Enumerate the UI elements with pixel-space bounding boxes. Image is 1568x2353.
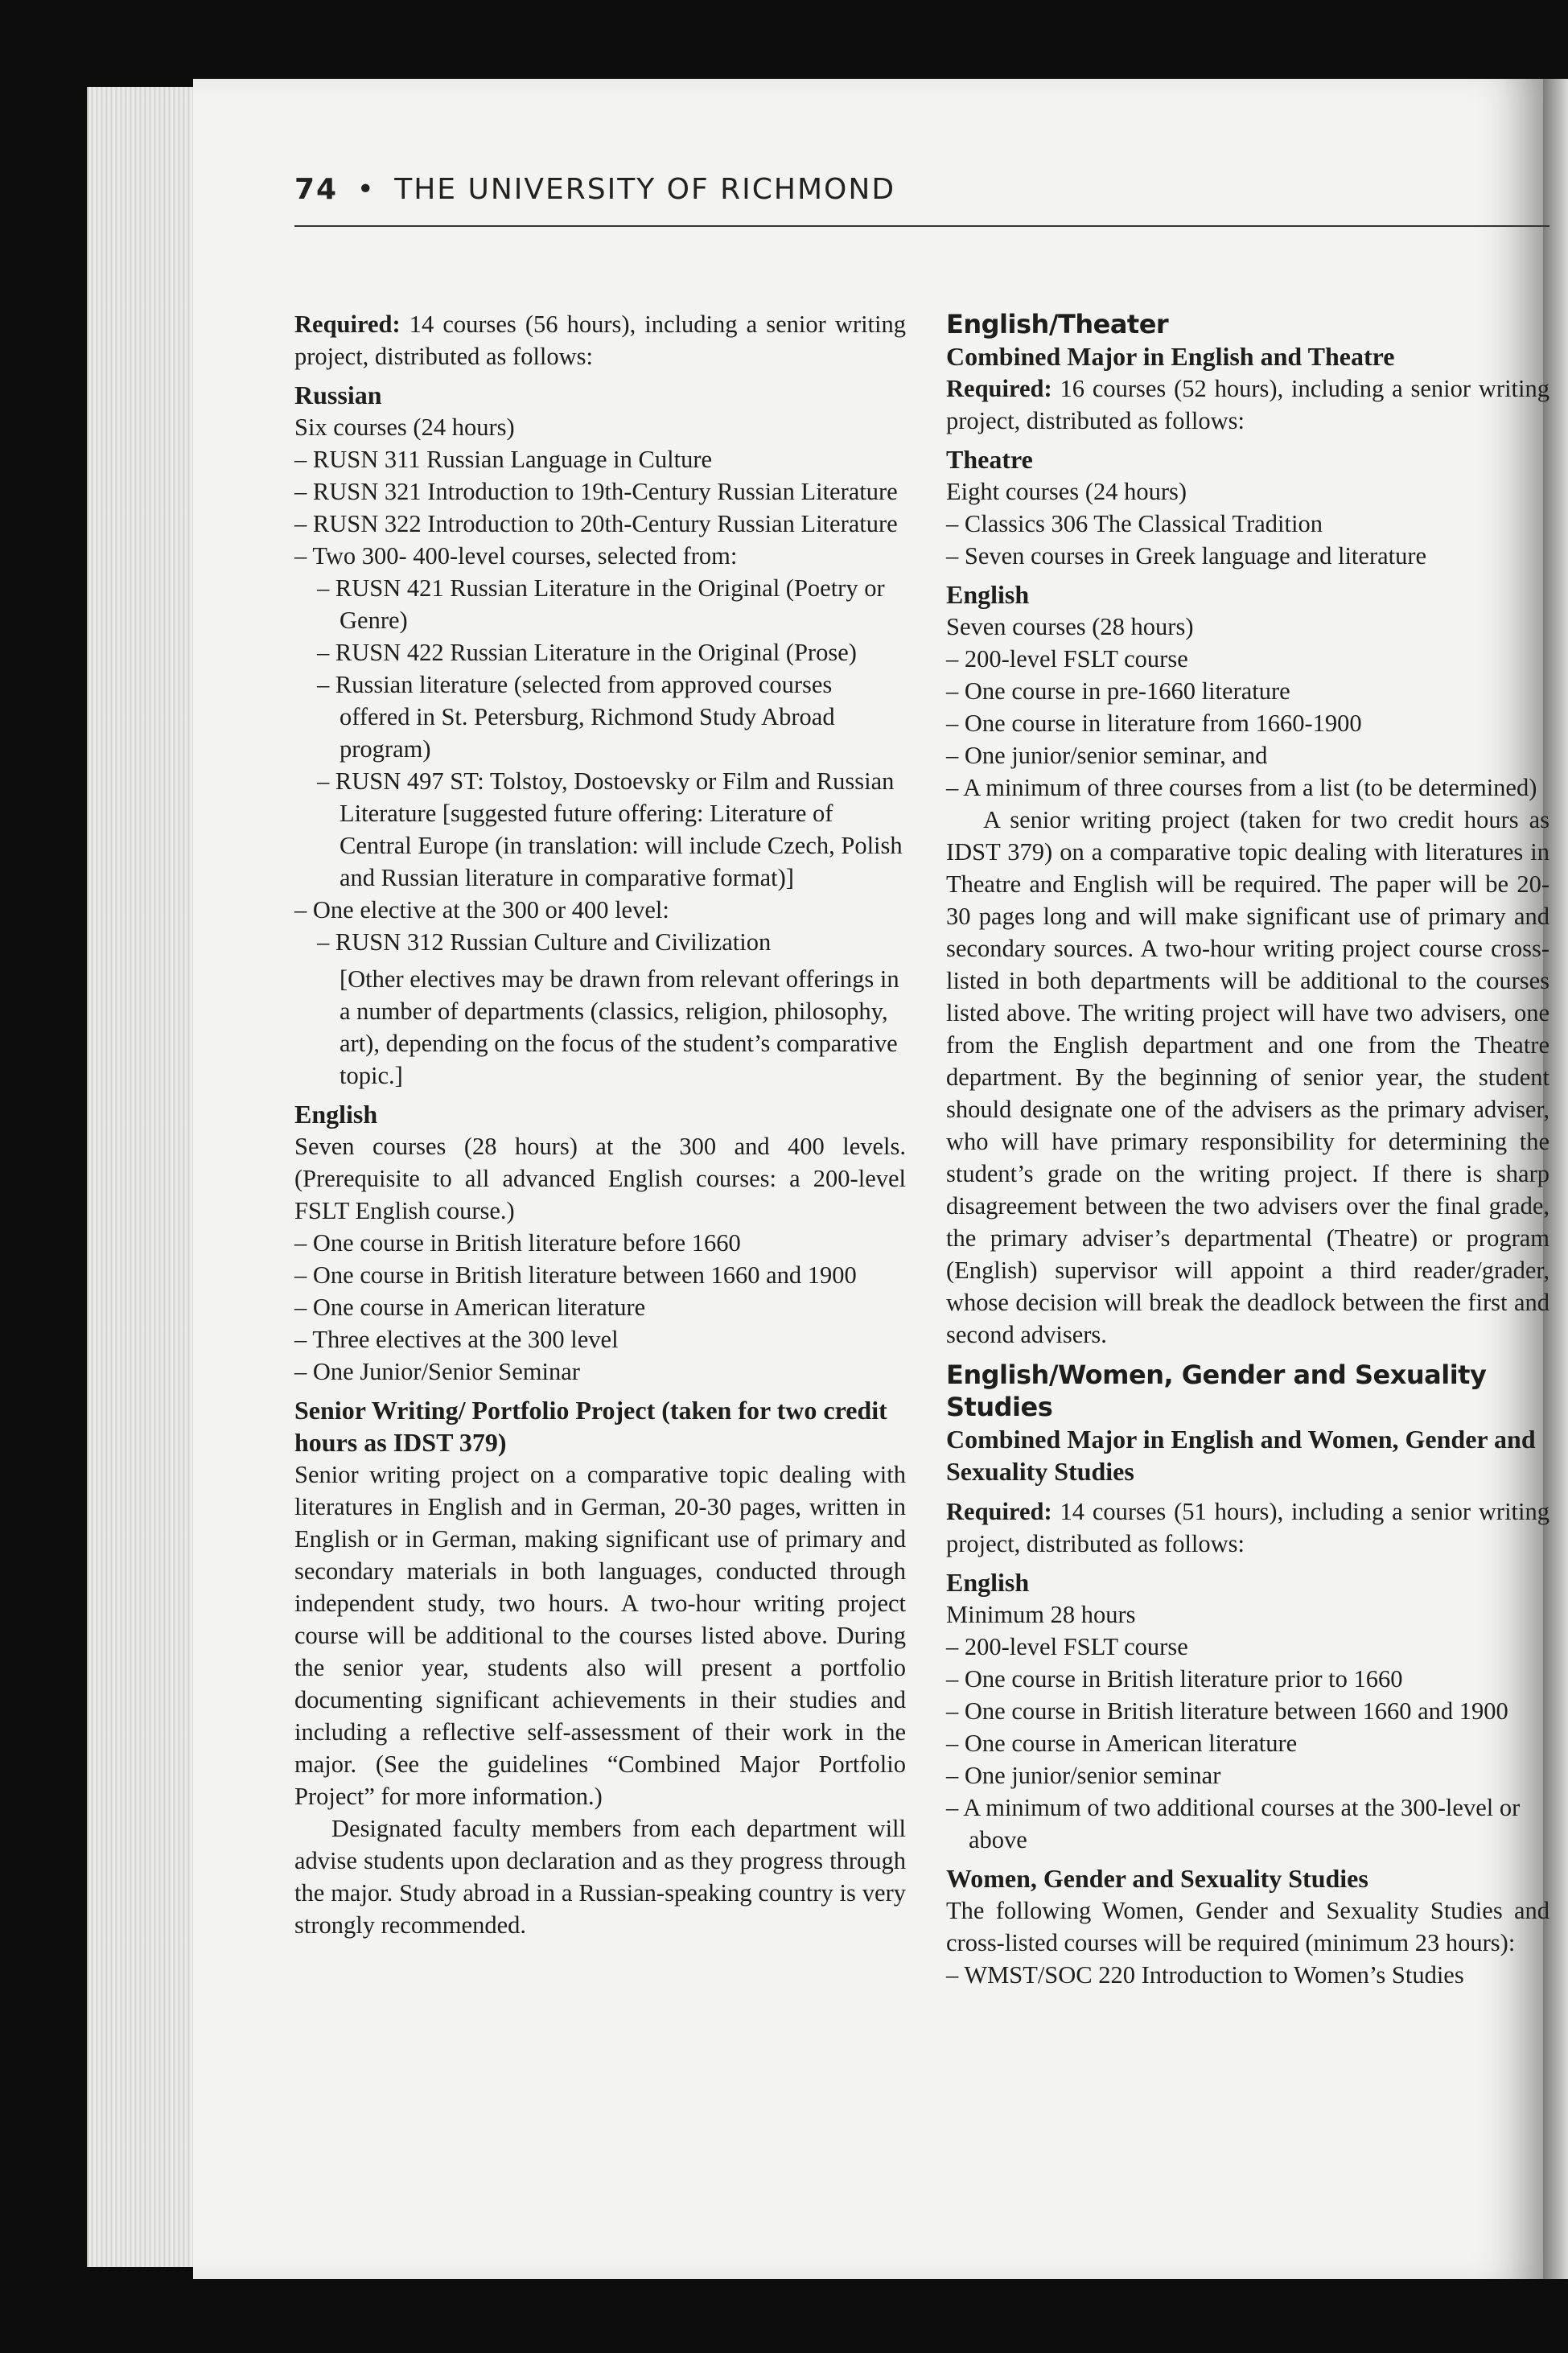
english-heading: English	[294, 1100, 378, 1129]
list-item: – One course in American literature	[294, 1294, 646, 1321]
russian-heading: Russian	[294, 381, 382, 409]
list-item: – A minimum of two additional courses at the 300-level or above	[946, 1794, 1521, 1853]
list-item: – One junior/senior seminar, and	[946, 742, 1268, 769]
list-item: – One course in literature from 1660-1900	[946, 710, 1362, 737]
english-heading: English	[946, 1568, 1030, 1597]
page-edges	[87, 87, 201, 2267]
list-subitem: – Russian literature (selected from approved courses offered in St. Petersburg, Richmond Study Abroad program)	[317, 671, 835, 763]
list-item: – One course in British literature between 1660 and 1900	[946, 1697, 1508, 1725]
required-label: Required:	[294, 311, 401, 338]
list-item: – RUSN 321 Introduction to 19th-Century Russian Literature	[294, 478, 898, 505]
left-column	[294, 308, 906, 1941]
list-subitem: – RUSN 422 Russian Literature in the Original (Prose)	[317, 639, 857, 666]
english-wgss-heading: English/Women, Gender and Sexuality Studies	[946, 1360, 1487, 1422]
advising-paragraph: Designated faculty members from each department will advise students upon declaration and as they progress through the major. Study abroad in a Russian-speaking country is very strongly recommended.	[294, 1815, 906, 1939]
running-header	[294, 173, 895, 206]
list-item: – RUSN 311 Russian Language in Culture	[294, 446, 713, 473]
header-rule	[294, 225, 1549, 227]
list-item: – One junior/senior seminar	[946, 1762, 1221, 1789]
list-subitem: – RUSN 421 Russian Literature in the Original (Poetry or Genre)	[317, 574, 885, 634]
list-item: – One elective at the 300 or 400 level:	[294, 896, 669, 924]
russian-summary: Six courses (24 hours)	[294, 413, 515, 441]
required-text: 16 courses (52 hours), including a senior writing project, distributed as follows:	[946, 375, 1550, 434]
list-item: – One course in pre-1660 literature	[946, 677, 1290, 705]
list-item: – 200-level FSLT course	[946, 1633, 1188, 1660]
senior-project-heading: Senior Writing/ Portfolio Project (taken for two credit hours as IDST 379)	[294, 1396, 887, 1457]
list-subitem: – RUSN 497 ST: Tolstoy, Dostoevsky or Film and Russian Literature [suggested future offering: Literature of Central Europe (in translation: will include Czech, Polish and Russian literature in comparative format)]	[317, 767, 903, 891]
header-bullet: •	[356, 173, 376, 206]
english-theater-subheading: Combined Major in English and Theatre	[946, 342, 1395, 371]
list-item: – RUSN 322 Introduction to 20th-Century Russian Literature	[294, 510, 898, 537]
list-item: – Classics 306 The Classical Tradition	[946, 510, 1323, 537]
theatre-summary: Eight courses (24 hours)	[946, 478, 1187, 505]
list-item: – 200-level FSLT course	[946, 645, 1188, 673]
theatre-heading: Theatre	[946, 445, 1033, 474]
english-wgss-subheading: Combined Major in English and Women, Gender and Sexuality Studies	[946, 1425, 1536, 1486]
list-item: – One course in British literature between 1660 and 1900	[294, 1261, 857, 1289]
required-paragraph	[294, 308, 906, 372]
wgss-paragraph: The following Women, Gender and Sexuality Studies and cross-listed courses will be required (minimum 23 hours):	[946, 1897, 1549, 1956]
english-theater-heading: English/Theater	[946, 309, 1169, 339]
senior-project-paragraph: Senior writing project on a comparative topic dealing with literatures in English and in German, 20-30 pages, written in English or in German, making significant use of primary and secondary materials in both languages, conducted through independent study, two hours. A two-hour writing project course will be additional to the courses listed above. During the senior year, students also will present a portfolio documenting significant achievements in their studies and including a reflective self-assessment of their work in the major. (See the guidelines “Combined Major Portfolio Project” for more information.)	[294, 1461, 906, 1810]
list-item: – One course in British literature prior to 1660	[946, 1665, 1403, 1693]
list-item: – One course in American literature	[946, 1730, 1298, 1757]
required-text: 14 courses (56 hours), including a senior writing project, distributed as follows:	[294, 311, 907, 370]
list-subitem: – RUSN 312 Russian Culture and Civilization	[317, 928, 772, 956]
list-item: – WMST/SOC 220 Introduction to Women’s Studies	[946, 1961, 1464, 1989]
required-paragraph	[946, 372, 1549, 437]
english-summary: Seven courses (28 hours)	[946, 613, 1194, 640]
list-item: – Seven courses in Greek language and literature	[946, 542, 1427, 570]
required-paragraph	[946, 1495, 1549, 1560]
english-heading: English	[946, 580, 1030, 609]
right-column	[946, 308, 1549, 1991]
required-label: Required:	[946, 1498, 1052, 1525]
electives-note: [Other electives may be drawn from relevant offerings in a number of departments (classics, religion, philosophy, art), depending on the focus of the student’s comparative topic.]	[340, 965, 899, 1089]
wgss-heading: Women, Gender and Sexuality Studies	[946, 1864, 1368, 1893]
header-title: THE UNIVERSITY OF RICHMOND	[394, 173, 896, 206]
theatre-project-paragraph: A senior writing project (taken for two credit hours as IDST 379) on a comparative topic dealing with literatures in Theatre and English will be required. The paper will be 20-30 pages long and will make significant use of primary and secondary sources. A two-hour writing project course cross-listed in both departments will be additional to the courses listed above. The writing project will have two advisers, one from the English department and one from the Theatre department. By the beginning of senior year, the student should designate one of the advisers as the primary adviser, who will have primary responsibility for determining the student’s grade on the writing project. If there is sharp disagreement between the two advisers over the final grade, the primary adviser’s departmental (Theatre) or program (English) supervisor will appoint a third reader/grader, whose decision will break the deadlock between the first and second advisers.	[946, 806, 1549, 1348]
list-item: – One Junior/Senior Seminar	[294, 1358, 580, 1385]
list-item: – Three electives at the 300 level	[294, 1326, 619, 1353]
required-text: 14 courses (51 hours), including a senior writing project, distributed as follows:	[946, 1498, 1550, 1557]
english-summary: Seven courses (28 hours) at the 300 and 400 levels. (Prerequisite to all advanced English courses: a 200-level FSLT English course.)	[294, 1133, 906, 1224]
required-label: Required:	[946, 375, 1052, 402]
list-item: – A minimum of three courses from a list (to be determined)	[946, 774, 1537, 801]
list-item: – One course in British literature before 1660	[294, 1229, 741, 1257]
english-summary: Minimum 28 hours	[946, 1601, 1136, 1628]
page-number: 74	[294, 173, 339, 206]
list-item: – Two 300- 400-level courses, selected from:	[294, 542, 738, 570]
